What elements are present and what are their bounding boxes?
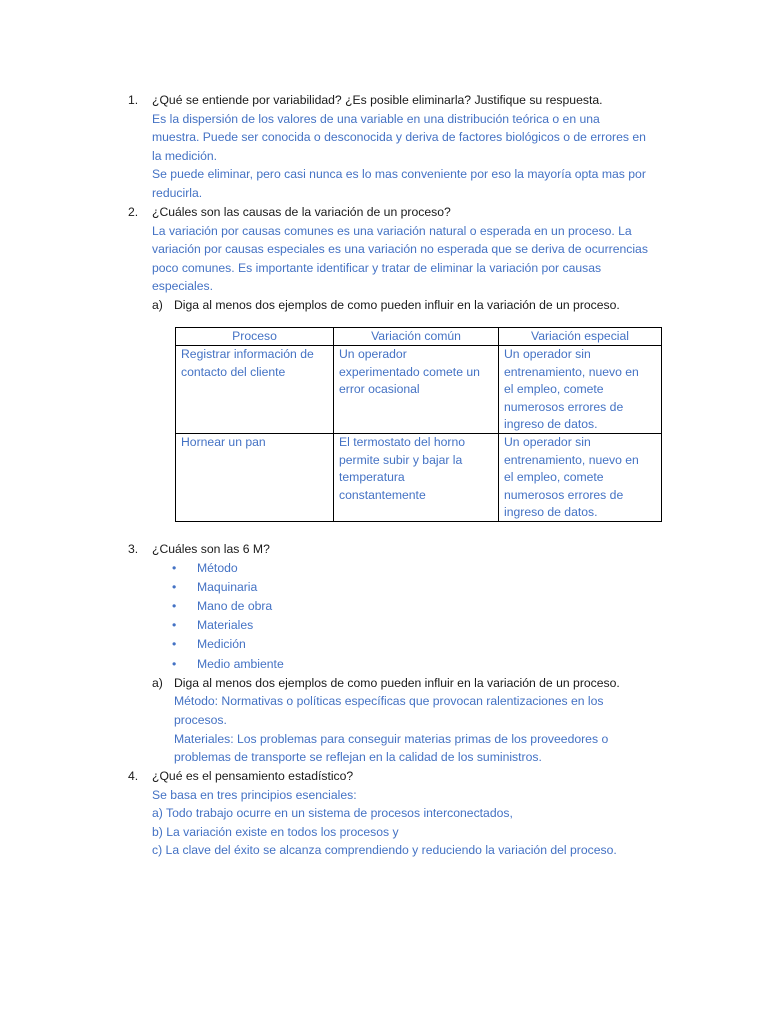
question-text: ¿Cuáles son las causas de la variación de un proceso? <box>152 205 451 219</box>
table-header-variacion-comun: Variación común <box>334 328 499 346</box>
question-text: ¿Qué es el pensamiento estadístico? <box>152 769 354 783</box>
cell-line: experimentado comete un <box>339 364 480 379</box>
cell-line: permite subir y bajar la <box>339 452 463 467</box>
answer-line: problemas de transporte se reflejan en la calidad de los suministros. <box>174 750 542 765</box>
answer-line: c) La clave del éxito se alcanza comprendiendo y reduciendo la variación del proceso. <box>152 843 617 858</box>
list-item <box>172 559 668 578</box>
sub-question <box>152 296 668 315</box>
cell-line: Un operador <box>339 347 407 362</box>
sub-question <box>152 674 668 767</box>
list-item-text: Medición <box>197 637 246 652</box>
cell-line: el empleo, comete <box>504 382 604 397</box>
list-item <box>172 655 668 674</box>
bullet-list <box>172 559 668 674</box>
answer-line: Método: Normativas o políticas específicas que provocan ralentizaciones en los <box>174 694 604 709</box>
bullet-icon: • <box>172 637 177 652</box>
answer-line: reducirla. <box>152 185 203 200</box>
sub-question-label: a) <box>152 675 163 690</box>
question-number: 1. <box>128 93 139 107</box>
table-header-variacion-especial: Variación especial <box>499 328 662 346</box>
answer-line: especiales. <box>152 279 213 294</box>
answer-line: b) La variación existe en todos los procesos y <box>152 824 399 839</box>
answer-line: La variación por causas comunes es una variación natural o esperada en un proceso. La <box>152 223 632 238</box>
cell-line: Hornear un pan <box>181 435 266 450</box>
bullet-icon: • <box>172 560 177 575</box>
table-cell-especial <box>499 434 662 522</box>
table-cell-especial <box>499 346 662 434</box>
table-cell-comun <box>334 346 499 434</box>
cell-line: temperatura <box>339 470 405 485</box>
sub-question-text: Diga al menos dos ejemplos de como pueden influir en la variación de un proceso. <box>174 297 620 312</box>
question-text: ¿Cuáles son las 6 M? <box>152 542 270 556</box>
answer-line: muestra. Puede ser conocida o desconocida y deriva de factores biológicos o de errores en <box>152 130 646 145</box>
answer-line: Se puede eliminar, pero casi nunca es lo mas conveniente por eso la mayoría opta mas por <box>152 167 646 182</box>
cell-line: el empleo, comete <box>504 470 604 485</box>
table-cell-comun <box>334 434 499 522</box>
table-row <box>176 434 662 522</box>
cell-line: Un operador sin <box>504 347 591 362</box>
answer <box>152 110 668 203</box>
list-item <box>172 578 668 597</box>
cell-line: ingreso de datos. <box>504 417 598 432</box>
answer-line: poco comunes. Es importante identificar y tratar de eliminar la variación por causas <box>152 260 602 275</box>
bullet-icon: • <box>172 618 177 633</box>
list-item-text: Método <box>197 560 238 575</box>
question-number: 2. <box>128 205 139 219</box>
list-item-text: Materiales <box>197 618 254 633</box>
list-item <box>172 635 668 654</box>
sub-question-label: a) <box>152 297 163 312</box>
list-item-text: Maquinaria <box>197 579 258 594</box>
list-item-text: Medio ambiente <box>197 656 284 671</box>
bullet-icon: • <box>172 656 177 671</box>
table-cell-proceso <box>176 346 334 434</box>
answer-line: Se basa en tres principios esenciales: <box>152 787 357 802</box>
list-item-text: Mano de obra <box>197 599 273 613</box>
cell-line: entrenamiento, nuevo en <box>504 364 639 379</box>
answer <box>152 786 668 860</box>
cell-line: El termostato del horno <box>339 435 466 450</box>
answer-line: Materiales: Los problemas para conseguir materias primas de los proveedores o <box>174 731 609 746</box>
question-2 <box>128 203 668 315</box>
variation-table <box>175 327 662 522</box>
sub-question-text: Diga al menos dos ejemplos de como pueden influir en la variación de un proceso. <box>174 675 620 690</box>
list-item <box>172 616 668 635</box>
bullet-icon: • <box>172 579 177 594</box>
bullet-icon: • <box>172 599 177 613</box>
question-number: 4. <box>128 769 139 783</box>
cell-line: ingreso de datos. <box>504 505 598 520</box>
answer <box>152 222 668 296</box>
answer-line: procesos. <box>174 713 227 727</box>
question-1 <box>128 91 668 203</box>
cell-line: constantemente <box>339 487 426 502</box>
sub-answer <box>174 692 668 766</box>
cell-line: numerosos errores de <box>504 487 624 502</box>
table-header-proceso: Proceso <box>176 328 334 346</box>
question-4 <box>128 767 668 860</box>
cell-line: entrenamiento, nuevo en <box>504 452 639 467</box>
cell-line: Un operador sin <box>504 435 591 450</box>
table-cell-proceso <box>176 434 334 522</box>
question-3 <box>128 540 668 767</box>
list-item <box>172 597 668 616</box>
question-number: 3. <box>128 542 139 556</box>
answer-line: la medición. <box>152 148 218 163</box>
cell-line: numerosos errores de <box>504 399 624 414</box>
table-row <box>176 346 662 434</box>
answer-line: a) Todo trabajo ocurre en un sistema de procesos interconectados, <box>152 806 513 821</box>
answer-line: Es la dispersión de los valores de una variable en una distribución teórica o en una <box>152 111 600 126</box>
cell-line: Registrar información de <box>181 347 314 362</box>
table-header-row <box>176 328 662 346</box>
cell-line: contacto del cliente <box>181 364 286 379</box>
question-text: ¿Qué se entiende por variabilidad? ¿Es posible eliminarla? Justifique su respuesta. <box>152 93 603 107</box>
answer-line: variación por causas especiales es una variación no esperada que se deriva de ocurrencias <box>152 242 648 257</box>
cell-line: error ocasional <box>339 382 420 397</box>
